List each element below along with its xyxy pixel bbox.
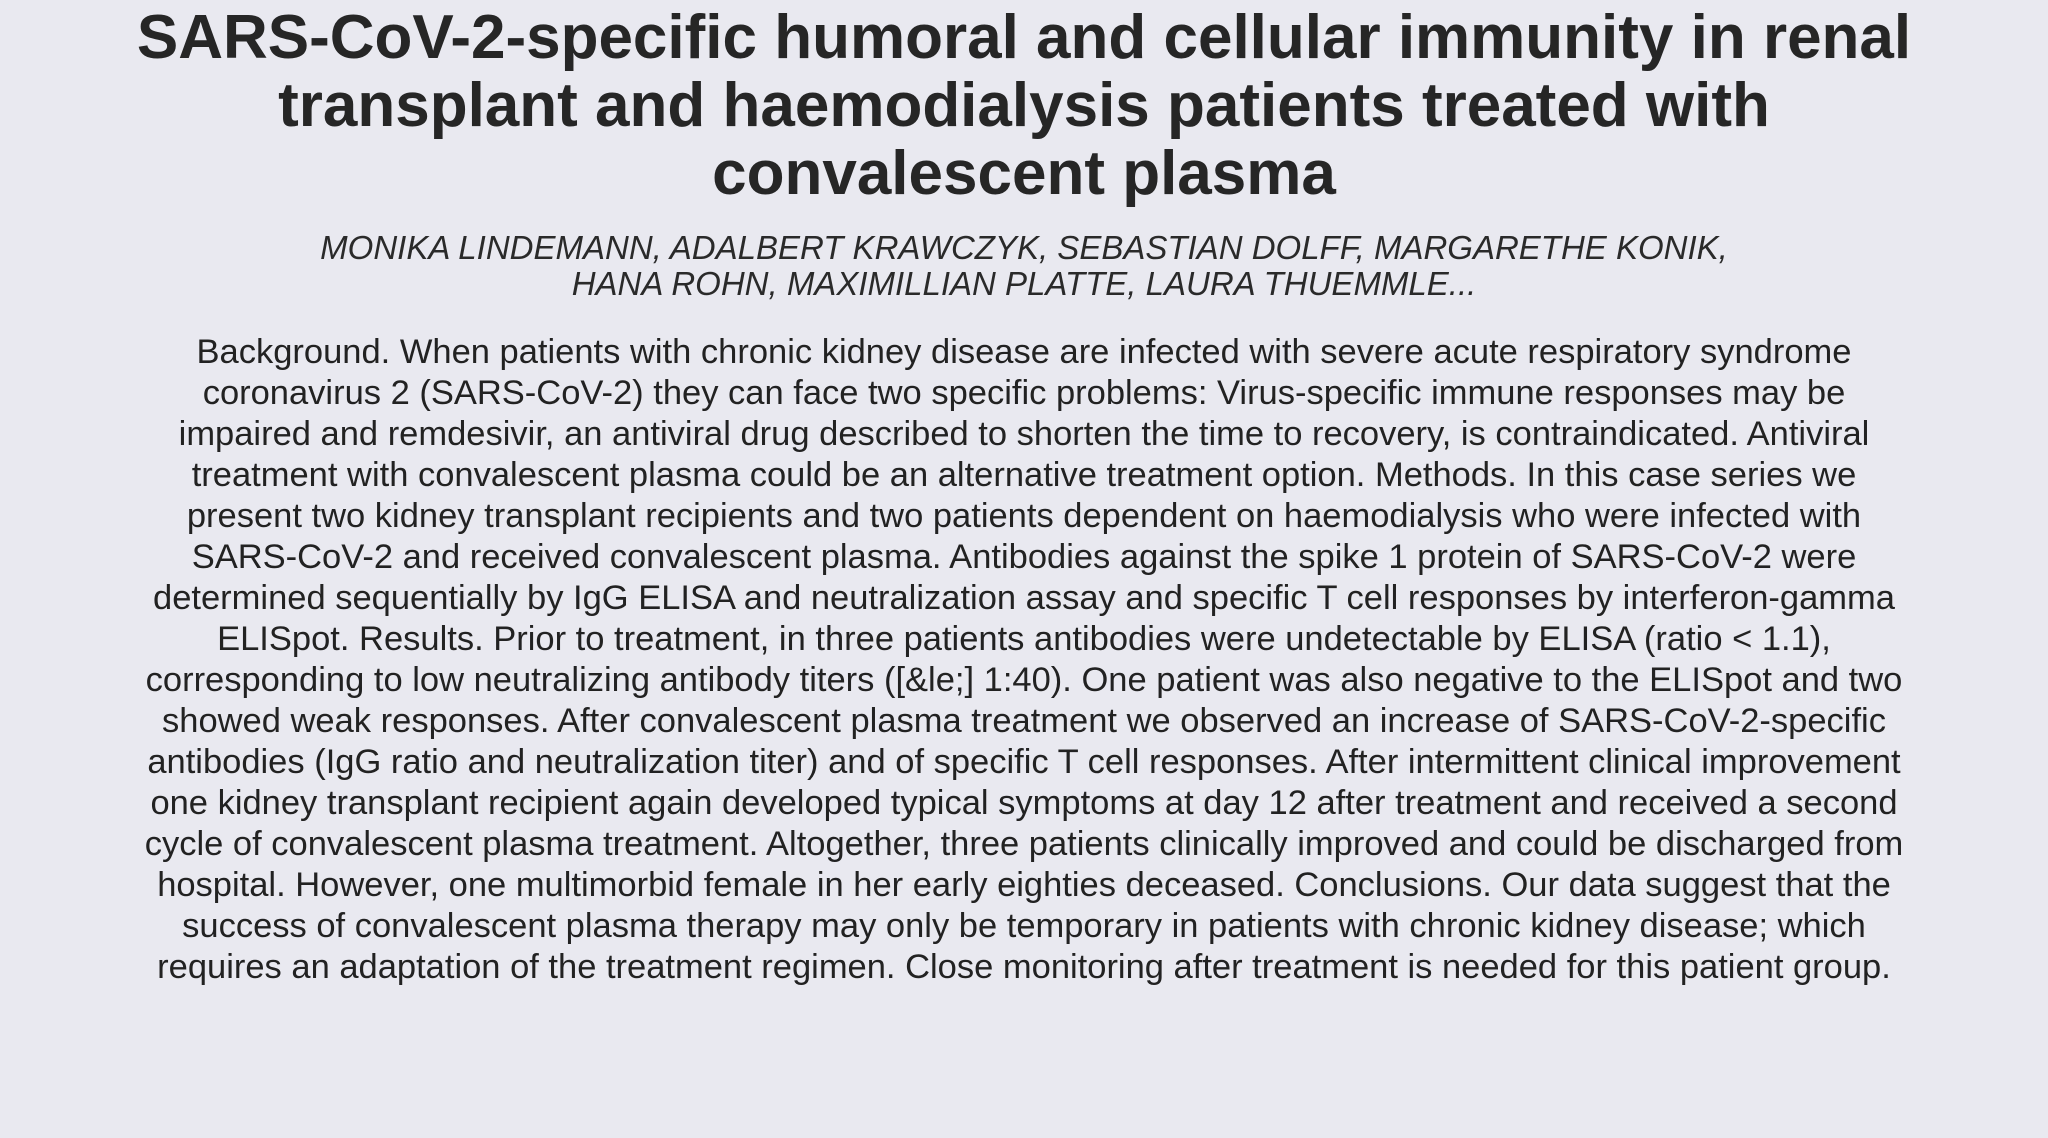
author-list: MONIKA LINDEMANN, ADALBERT KRAWCZYK, SEBASTIAN DOLFF, MARGARETHE KONIK, HANA ROHN, MAXIMILLIAN PLATTE, LAURA THUEMMLE... xyxy=(320,229,1728,302)
paper-title: SARS-CoV-2-specific humoral and cellular immunity in renal transplant and haemodialysis patients treated with convalescent plasma xyxy=(136,3,1912,208)
abstract-text: Background. When patients with chronic kidney disease are infected with severe acute respiratory syndrome coronavirus 2 (SARS-CoV-2) they can face two specific problems: Virus-specific immune responses may be impaired and remdesivir, an antiviral drug described to shorten the time to recovery, is contraindicated. Antiviral treatment with convalescent plasma could be an alternative treatment option. Methods. In this case series we present two kidney transplant recipients and two patients dependent on haemodialysis who were infected with SARS-CoV-2 and received convalescent plasma. Antibodies against the spike 1 protein of SARS-CoV-2 were determined sequentially by IgG ELISA and neutralization assay and specific T cell responses by interferon-gamma ELISpot. Results. Prior to treatment, in three patients antibodies were undetectable by ELISA (ratio < 1.1), corresponding to low neutralizing antibody titers ([&le;] 1:40). One patient was also negative to the ELISpot and two showed weak responses. After convalescent plasma treatment we observed an increase of SARS-CoV-2-specific antibodies (IgG ratio and neutralization titer) and of specific T cell responses. After intermittent clinical improvement one kidney transplant recipient again developed typical symptoms at day 12 after treatment and received a second cycle of convalescent plasma treatment. Altogether, three patients clinically improved and could be discharged from hospital. However, one multimorbid female in her early eighties deceased. Conclusions. Our data suggest that the success of convalescent plasma therapy may only be temporary in patients with chronic kidney disease; which requires an adaptation of the treatment regimen. Close monitoring after treatment is needed for this patient group. xyxy=(144,333,1904,986)
